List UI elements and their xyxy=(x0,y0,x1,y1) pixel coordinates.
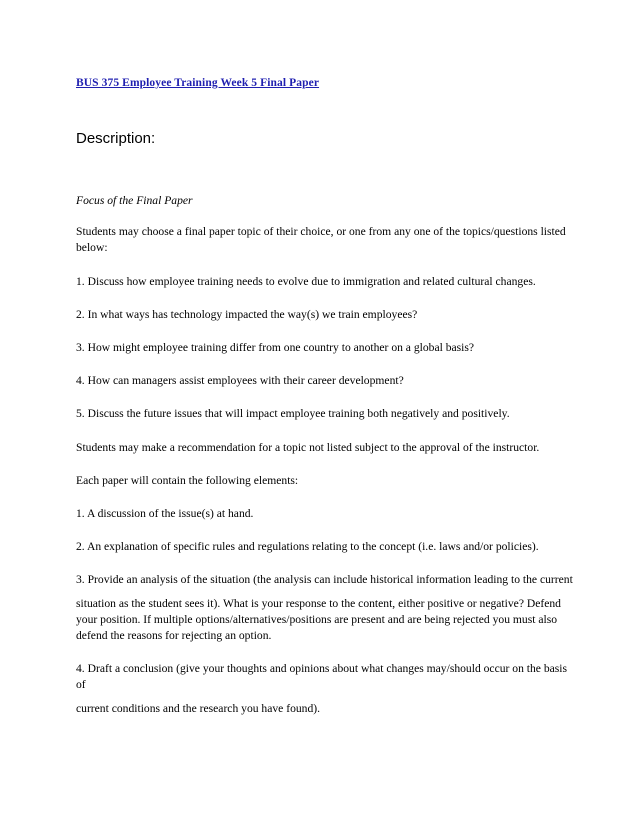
paragraph-recommendation: Students may make a recommendation for a topic not listed subject to the approval of the instructor. xyxy=(76,440,540,454)
paragraph-element-3: 3. Provide an analysis of the situation (the analysis can include historical information leading to the current xyxy=(76,573,573,587)
paragraph-topic-1: 1. Discuss how employee training needs to evolve due to immigration and related cultural changes. xyxy=(76,274,536,288)
paragraph-element-3-continued: situation as the student sees it). What is your response to the content, either positive or negative? Defend your position. If multiple options/alternatives/positions are present and are being rejected you must also defend the reasons for rejecting an option. xyxy=(76,596,561,643)
description-heading: Description: xyxy=(76,130,156,147)
paragraph-element-4: 4. Draft a conclusion (give your thoughts and opinions about what changes may/should occur on the basis of xyxy=(76,662,568,692)
paragraph-element-2: 2. An explanation of specific rules and regulations relating to the concept (i.e. laws and/or policies). xyxy=(76,540,539,554)
paragraph-topic-5: 5. Discuss the future issues that will impact employee training both negatively and positively. xyxy=(76,407,510,421)
paragraph-elements-intro: Each paper will contain the following elements: xyxy=(76,473,299,487)
paragraph-topic-3: 3. How might employee training differ from one country to another on a global basis? xyxy=(76,341,475,355)
paragraph-element-4-continued: current conditions and the research you have found). xyxy=(76,701,321,715)
paragraph-topic-4: 4. How can managers assist employees with their career development? xyxy=(76,374,404,388)
document-title-link[interactable]: BUS 375 Employee Training Week 5 Final Paper xyxy=(76,77,320,89)
paragraph-topic-2: 2. In what ways has technology impacted the way(s) we train employees? xyxy=(76,307,418,321)
paragraph-intro: Students may choose a final paper topic of their choice, or one from any one of the topics/questions listed below: xyxy=(76,225,566,255)
paragraph-element-1: 1. A discussion of the issue(s) at hand. xyxy=(76,507,254,521)
focus-heading: Focus of the Final Paper xyxy=(76,194,193,207)
document-body xyxy=(76,193,576,734)
